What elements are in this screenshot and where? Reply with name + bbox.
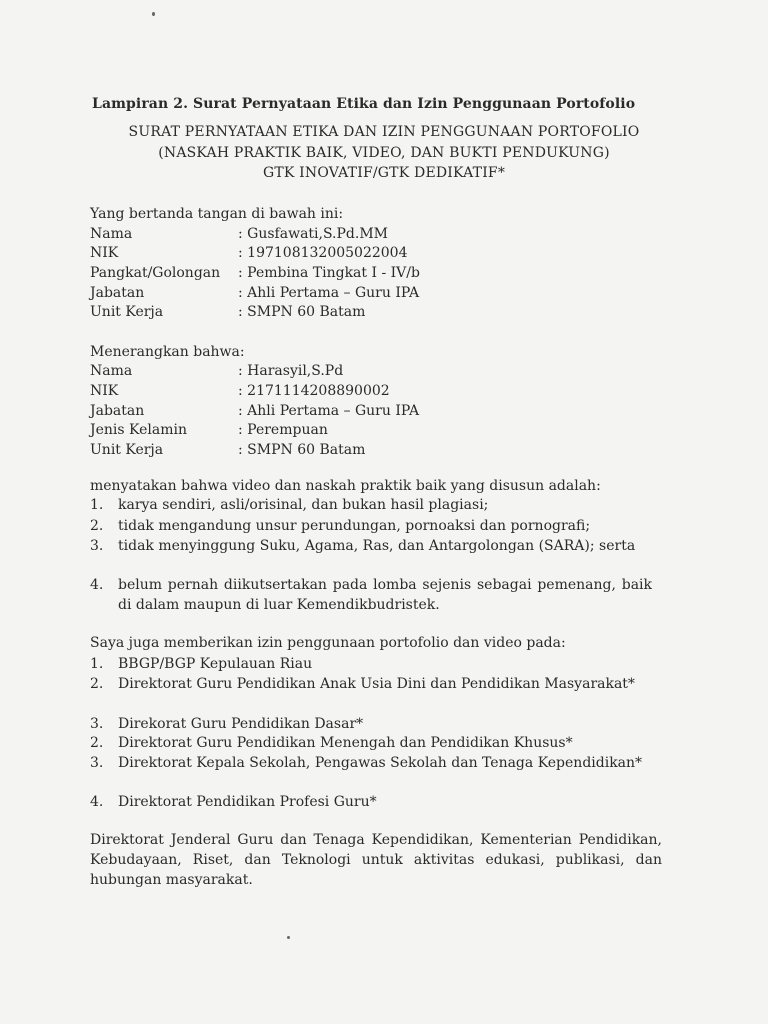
scan-speck	[287, 936, 290, 939]
item-number: 2.	[90, 735, 104, 751]
field-label: Unit Kerja	[90, 304, 164, 320]
field-value: : 2171114208890002	[238, 383, 390, 399]
item-number: 3.	[90, 538, 104, 554]
signer-intro: Yang bertanda tangan di bawah ini:	[90, 206, 344, 222]
subject-field-unit	[90, 440, 365, 460]
item-text: karya sendiri, asli/orisinal, dan bukan hasil plagiasi;	[118, 497, 489, 513]
item-number: 1.	[90, 497, 104, 513]
permission-item	[90, 733, 652, 753]
item-number: 1.	[90, 656, 104, 672]
subject-field-position	[90, 401, 419, 421]
field-label: Jabatan	[90, 403, 145, 419]
statement-intro: menyatakan bahwa video dan naskah praktik baik yang disusun adalah:	[90, 478, 601, 494]
subject-field-nik	[90, 381, 390, 401]
field-value: : Ahli Pertama – Guru IPA	[238, 285, 420, 301]
field-label: NIK	[90, 383, 119, 399]
permission-item	[90, 674, 652, 694]
field-value: : Gusfawati,S.Pd.MM	[238, 226, 389, 242]
field-label: Jabatan	[90, 285, 145, 301]
subject-field-name	[90, 361, 343, 381]
letter-title-line-2: (NASKAH PRAKTIK BAIK, VIDEO, DAN BUKTI PENDUKUNG)	[158, 145, 610, 161]
field-value: : SMPN 60 Batam	[238, 442, 366, 458]
item-number: 3.	[90, 755, 104, 771]
letter-title-line-1: SURAT PERNYATAAN ETIKA DAN IZIN PENGGUNAAN PORTOFOLIO	[128, 124, 640, 140]
item-number: 3.	[90, 716, 104, 732]
item-number: 2.	[90, 518, 104, 534]
item-text: tidak mengandung unsur perundungan, pornoaksi dan pornografi;	[118, 518, 591, 534]
item-text: Direkorat Guru Pendidikan Dasar*	[118, 716, 364, 732]
field-label: Nama	[90, 363, 133, 379]
signer-field-position	[90, 283, 419, 303]
statement-item	[90, 575, 652, 615]
signer-field-name	[90, 224, 388, 244]
subject-intro: Menerangkan bahwa:	[90, 344, 245, 360]
field-value: : Pembina Tingkat I - IV/b	[238, 265, 420, 281]
permission-item	[90, 753, 652, 773]
field-value: : Ahli Pertama – Guru IPA	[238, 403, 420, 419]
field-label: Unit Kerja	[90, 442, 164, 458]
field-value: : Perempuan	[238, 422, 328, 438]
signer-field-unit	[90, 302, 365, 322]
statement-item	[90, 536, 652, 556]
letter-title-line-3: GTK INOVATIF/GTK DEDIKATIF*	[262, 165, 506, 181]
item-text: belum pernah diikutsertakan pada lomba sejenis sebagai pemenang, baik di dalam maupun di luar Kemendikbudristek.	[118, 577, 652, 613]
field-label: Nama	[90, 226, 133, 242]
item-text: BBGP/BGP Kepulauan Riau	[118, 656, 313, 672]
field-value: : 197108132005022004	[238, 245, 408, 261]
item-text: Direktorat Kepala Sekolah, Pengawas Sekolah dan Tenaga Kependidikan*	[118, 755, 643, 771]
signer-field-nik	[90, 243, 408, 263]
subject-field-gender	[90, 420, 328, 440]
permission-intro: Saya juga memberikan izin penggunaan portofolio dan video pada:	[90, 635, 566, 651]
item-number: 4.	[90, 794, 104, 810]
permission-item	[90, 654, 652, 674]
item-text: tidak menyinggung Suku, Agama, Ras, dan Antargolongan (SARA); serta	[118, 538, 636, 554]
signer-field-rank	[90, 263, 420, 283]
scan-speck	[152, 12, 155, 16]
attachment-heading: Lampiran 2. Surat Pernyataan Etika dan Izin Penggunaan Portofolio	[92, 96, 636, 112]
item-text: Direktorat Pendidikan Profesi Guru*	[118, 794, 377, 810]
permission-item	[90, 714, 652, 734]
field-value: : Harasyil,S.Pd	[238, 363, 344, 379]
statement-item	[90, 516, 652, 536]
statement-item	[90, 495, 652, 515]
item-text: Direktorat Guru Pendidikan Anak Usia Dini dan Pendidikan Masyarakat*	[118, 676, 635, 692]
item-number: 2.	[90, 676, 104, 692]
field-label: Jenis Kelamin	[90, 422, 187, 438]
closing-paragraph: Direktorat Jenderal Guru dan Tenaga Kependidikan, Kementerian Pendidikan, Kebudayaan, Riset, dan Teknologi untuk aktivitas edukasi, publikasi, dan hubungan masyarakat.	[90, 832, 662, 888]
item-number: 4.	[90, 577, 104, 593]
permission-item	[90, 792, 652, 812]
item-text: Direktorat Guru Pendidikan Menengah dan Pendidikan Khusus*	[118, 735, 573, 751]
field-label: NIK	[90, 245, 119, 261]
field-value: : SMPN 60 Batam	[238, 304, 366, 320]
field-label: Pangkat/Golongan	[90, 265, 221, 281]
